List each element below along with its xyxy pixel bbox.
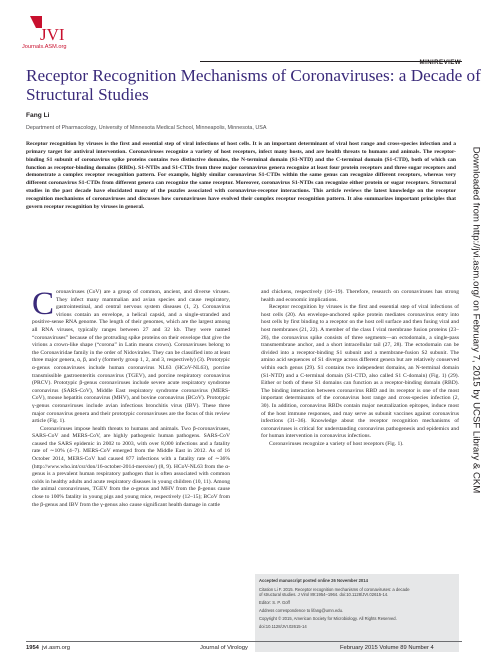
editor-line: Editor: S. P. Goff <box>259 600 290 605</box>
title-line: Structural Studies <box>26 85 149 104</box>
footer-issue: February 2015 Volume 89 Number 4 <box>340 645 434 651</box>
body-paragraph <box>32 289 230 426</box>
citation-line: Citation Li F. 2015. Receptor recognition mechanisms of coronaviruses: a decade <box>259 587 410 592</box>
body-paragraph: Receptor recognition by viruses is the first and essential step of viral infections of host cells (20). An envelope-anchored spike protein mediates coronavirus entry into host cells by first binding to a receptor on the host cell surface and then fusing viral and host membranes (21, 22). A member of the class I viral membrane fusion proteins (23–26), the coronavirus spike consists of three segments—an ectodomain, a single-pass transmembrane anchor, and a short intracellular tail (27, 28). The ectodomain can be divided into a receptor-binding S1 subunit and a membrane-fusion S2 subunit. The amino acid sequences of S1 diverge across different genera but are relatively conserved within each genus (29). S1 contains two independent domains, an N-terminal domain (S1-NTD) and a C-terminal domain (S1-CTD, also called S1 C-domain) (Fig. 1) (29). Either or both of these S1 domains can function as a receptor-binding domain (RBD). The binding interaction between coronavirus RBD and its receptor is one of the most important determinants of the coronavirus host range and cross-species infection (2, 30). In addition, coronavirus RBDs contain major neutralization epitopes, induce most of the host immune responses, and may serve as subunit vaccines against coronavirus infections (31–36). Knowledge about the receptor recognition mechanisms of coronaviruses is critical for understanding coronavirus pathogenesis and epidemics and for human intervention in coronavirus infections. <box>261 304 459 440</box>
correspondence-line[interactable]: Address correspondence to lifang@umn.edu. <box>259 608 344 613</box>
page-number: 1954 <box>26 645 39 651</box>
drop-cap: C <box>32 289 55 322</box>
article-title <box>26 66 481 104</box>
doi-link[interactable]: doi:10.1128/JVI.02615-14 <box>259 624 307 629</box>
body-paragraph: Coronaviruses impose health threats to humans and animals. Two β-coronaviruses, SARS-CoV and MERS-CoV, are highly pathogenic human pathogens. SARS-CoV caused the SARS epidemic in 2002 to 2003, with over 8,000 infections and a fatality rate of ∼10% (4–7). MERS-CoV emerged from the Middle East in 2012. As of 16 October 2014, MERS-CoV had caused 877 infections with a fatality rate of ∼36% (http://www.who.int/csr/don/16-october-2014-mers/en/) (8, 9). HCoV-NL63 from the α-genus is a prevalent human respiratory pathogen that is often associated with common colds in healthy adults and acute respiratory diseases in young children (10, 11). Among the animal coronaviruses, TGEV from the α-genus and MHV from the β-genus cause close to 100% fatality in young pigs and young mice, respectively (12–15); BCoV from the β-genus and IBV from the γ-genus also cause significant health damage in cattle <box>32 425 230 508</box>
title-line: Receptor Recognition Mechanisms of Coronaviruses: a Decade of <box>26 66 481 85</box>
citation-line[interactable]: of structural studies. J Virol 89:1954–1964. doi:10.1128/JVI.02615-14. <box>259 592 389 597</box>
download-watermark: Downloaded from http://jvi.asm.org/ on February 7, 2015 by UCSF Library & CKM <box>470 146 482 494</box>
accepted-date: Accepted manuscript posted online 26 November 2014 <box>259 578 368 583</box>
logo-text: JVI <box>40 25 65 44</box>
abstract-text: Receptor recognition by viruses is the first and essential step of viral infections of host cells. It is an important determinant of viral host range and cross-species infection and a primary target for antiviral intervention. Coronaviruses recognize a variety of host receptors, infect many hosts, and are health threats to humans and animals. The receptor-binding S1 subunit of coronavirus spike proteins contains two distinctive domains, the N-terminal domain (S1-NTD) and the C-terminal domain (S1-CTD), both of which can function as receptor-binding domains (RBDs). S1-NTDs and S1-CTDs from three major coronavirus genera recognize at least four protein receptors and three sugar receptors and demonstrate a complex receptor recognition pattern. For example, highly similar coronavirus S1-CTDs within the same genus can recognize different receptors, whereas very different coronavirus S1-CTDs from different genera can recognize the same receptor. Moreover, coronavirus S1-NTDs can recognize either protein or sugar receptors. Structural studies in the past decade have elucidated many of the puzzles associated with coronavirus-receptor interactions. This article reviews the latest knowledge on the receptor recognition mechanisms of coronaviruses and discusses how coronaviruses have evolved their complex receptor recognition pattern. It also summarizes important principles that govern receptor recognition by viruses in general. <box>26 141 456 210</box>
footer-journal-name: Journal of Virology <box>200 645 248 651</box>
jvi-logo-icon <box>26 14 70 44</box>
copyright-line: Copyright © 2015, American Society for Microbiology. All Rights Reserved. <box>259 616 397 621</box>
article-type-label: MINIREVIEW <box>419 59 461 66</box>
journal-site-link[interactable]: Journals.ASM.org <box>22 44 67 50</box>
author-affiliation: Department of Pharmacology, University of Minnesota Medical School, Minneapolis, Minnesota, USA <box>26 125 267 131</box>
body-paragraph: and chickens, respectively (16–19). Therefore, research on coronaviruses has strong health and economic implications. <box>261 289 459 303</box>
author-name: Fang Li <box>26 112 50 119</box>
header-divider <box>200 61 462 62</box>
footer-divider <box>26 641 462 642</box>
body-column-right <box>261 289 459 474</box>
body-column-left <box>32 289 230 637</box>
journal-logo <box>26 14 70 44</box>
body-paragraph: Coronaviruses recognize a variety of host receptors (Fig. 1). <box>269 440 404 447</box>
paragraph-text: oronaviruses (CoV) are a group of common, ancient, and diverse viruses. They infect many mammalian and avian species and cause respiratory, gastrointestinal, and central nervous system diseases (1, 2). Coronavirus virions contain an envelope, a helical capsid, and a single-stranded and positive-sense RNA genome. The length of their genomes, which are the largest among all RNA viruses, typically ranges between 27 and 32 kb. They were named “coronaviruses” because of the protruding spike proteins on their envelope that give the virions a crown-like shape (“corona” in Latin means crown). Coronaviruses belong to the Coronaviridae family in the order of Nidovirales. They can be classified into at least three major genera, α, β, and γ (formerly group 1, 2, and 3, respectively) (3). Prototypic α-genus coronaviruses include human coronavirus NL63 (HCoV-NL63), porcine transmissible gastroenteritis coronavirus (TGEV), and porcine respiratory coronavirus (PRCV). Prototypic β-genus coronaviruses include severe acute respiratory syndrome coronavirus (SARS-CoV), Middle East respiratory syndrome coronavirus (MERS-CoV), mouse hepatitis coronavirus (MHV), and bovine coronavirus (BCoV). Prototypic γ-genus coronaviruses include avian infectious bronchitis virus (IBV). These three major coronavirus genera and their prototypic coronaviruses are the focus of this review article (Fig. 1). <box>32 289 230 425</box>
footer-site-link[interactable]: jvi.asm.org <box>42 645 71 651</box>
